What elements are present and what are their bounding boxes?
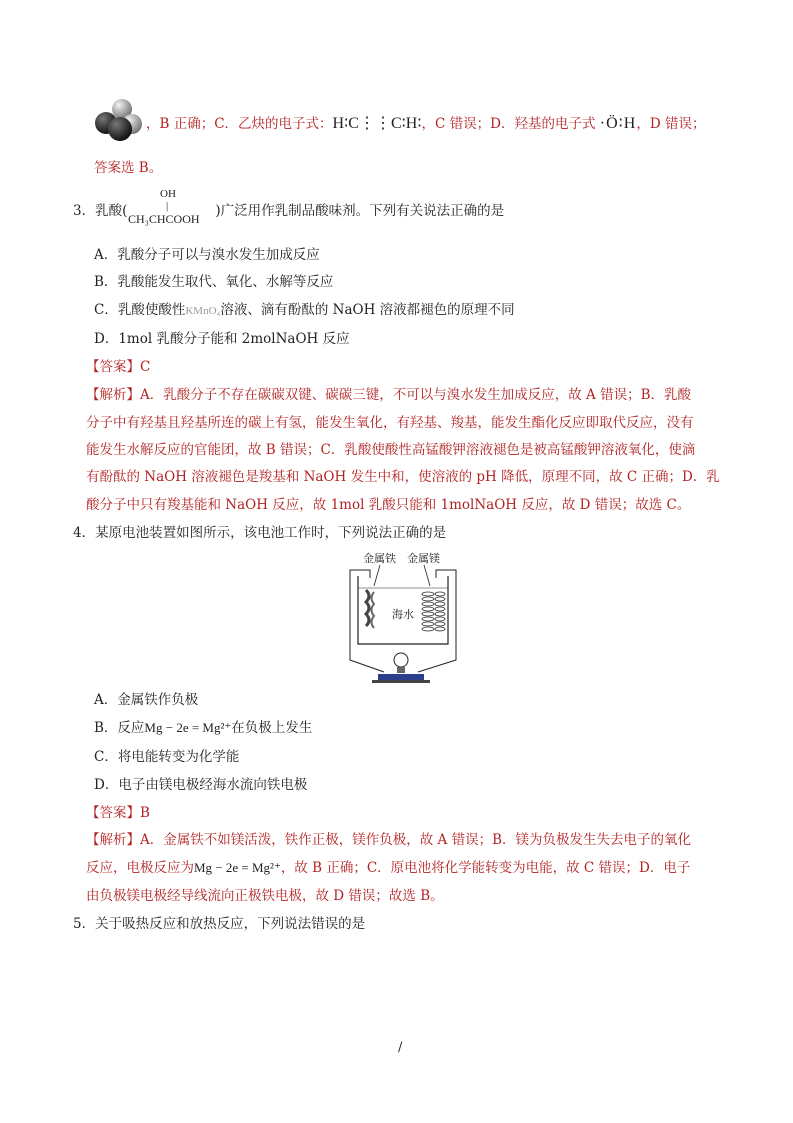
analysis-text: 反应，电极反应为 [86,860,194,876]
analysis-text: ，故 B 正确；C．原电池将化学能转变为电能，故 C 错误；D．电子 [280,860,691,876]
analysis-label: 【解析】 [86,832,140,848]
option-a: A．乳酸分子可以与溴水发生加成反应 [94,247,320,263]
acetylene-electron-formula: H∶C⋮⋮C∶H∶ [332,115,422,132]
option-a: A．金属铁作负极 [94,692,199,708]
analysis-label: 【解析】 [86,387,140,403]
analysis-text: 酸分子中只有羧基能和 NaOH 反应，故 1mol 乳酸只能和 1molNaOH 反应，故 D 错误；故选 C。 [86,497,691,513]
analysis-text: 有酚酞的 NaOH 溶液褪色是羧基和 NaOH 发生中和，使溶液的 pH 降低，原理不同，故 C 正确；D．乳 [86,469,720,485]
label-seawater: 海水 [392,608,414,621]
option-d: D．电子由镁电极经海水流向铁电极 [94,777,308,793]
option-c: C．将电能转变为化学能 [94,749,240,765]
answer-value: B [140,805,150,821]
ball-and-stick-model-image [94,98,144,142]
analysis-text: 由负极镁电极经导线流向正极铁电极，故 D 错误；故选 B。 [86,888,444,904]
kmno4-formula: KMnO₄ [185,305,221,317]
answer-label: 【答案】 [86,805,140,821]
option-b: B．反应 [94,720,145,736]
question-stem: 某原电池装置如图所示，该电池工作时，下列说法正确的是 [95,525,447,541]
galvanic-cell-figure [344,548,462,688]
formula-bond: | [166,200,169,212]
label-magnesium: 金属镁 [407,552,440,565]
analysis-text: A．乳酸分子不存在碳碳双键、碳碳三键，不可以与溴水发生加成反应，故 A 错误；B．乳酸 [140,387,692,403]
answer-label: 【答案】 [86,359,140,375]
answer-line: 答案选 B。 [94,160,163,176]
analysis-text: 分子中有羟基且羟基所连的碳上有氢，能发生氧化，有羟基、羧基，能发生酯化反应即取代反应，没有 [86,415,694,431]
option-c-rest: 溶液、滴有酚酞的 NaOH 溶液都褪色的原理不同 [220,302,515,318]
equation: Mg − 2e = Mg²⁺ [144,720,232,735]
question-stem: )广泛用作乳制品酸味剂。下列有关说法正确的是 [215,203,505,219]
option-b: B．乳酸能发生取代、氧化、水解等反应 [94,274,334,290]
option-c: C．乳酸使酸性 [94,302,186,318]
analysis-text: 能发生水解反应的官能团，故 B 错误；C．乳酸使酸性高锰酸钾溶液褪色是被高锰酸钾溶液氧化，使滴 [86,442,696,458]
question-stem: 乳酸( [95,203,128,219]
formula-oh: OH [160,188,176,200]
question-number: 3． [73,203,96,219]
option-d: D．1mol 乳酸分子能和 2molNaOH 反应 [94,331,350,347]
analysis-text: A．金属铁不如镁活泼，铁作正极，镁作负极，故 A 错误；B．镁为负极发生失去电子的氧化 [140,832,692,848]
question-number: 5． [73,916,96,932]
formula-lactic-acid: CH₃CHCOOH [128,212,200,226]
text: ，B 正确；C．乙炔的电子式： [146,116,333,132]
question-stem: 关于吸热反应和放热反应，下列说法错误的是 [95,916,366,932]
label-iron: 金属铁 [363,552,396,565]
page-number: / [398,1040,403,1055]
hydroxyl-electron-formula: ·Ö∶H [599,115,637,132]
answer-value: C [140,359,151,375]
option-b-rest: 在负极上发生 [231,720,313,736]
text: ，C 错误；D．羟基的电子式 [421,116,596,132]
question-number: 4． [73,525,96,541]
equation: Mg − 2e = Mg²⁺ [194,860,281,875]
text: ，D 错误； [636,116,706,132]
